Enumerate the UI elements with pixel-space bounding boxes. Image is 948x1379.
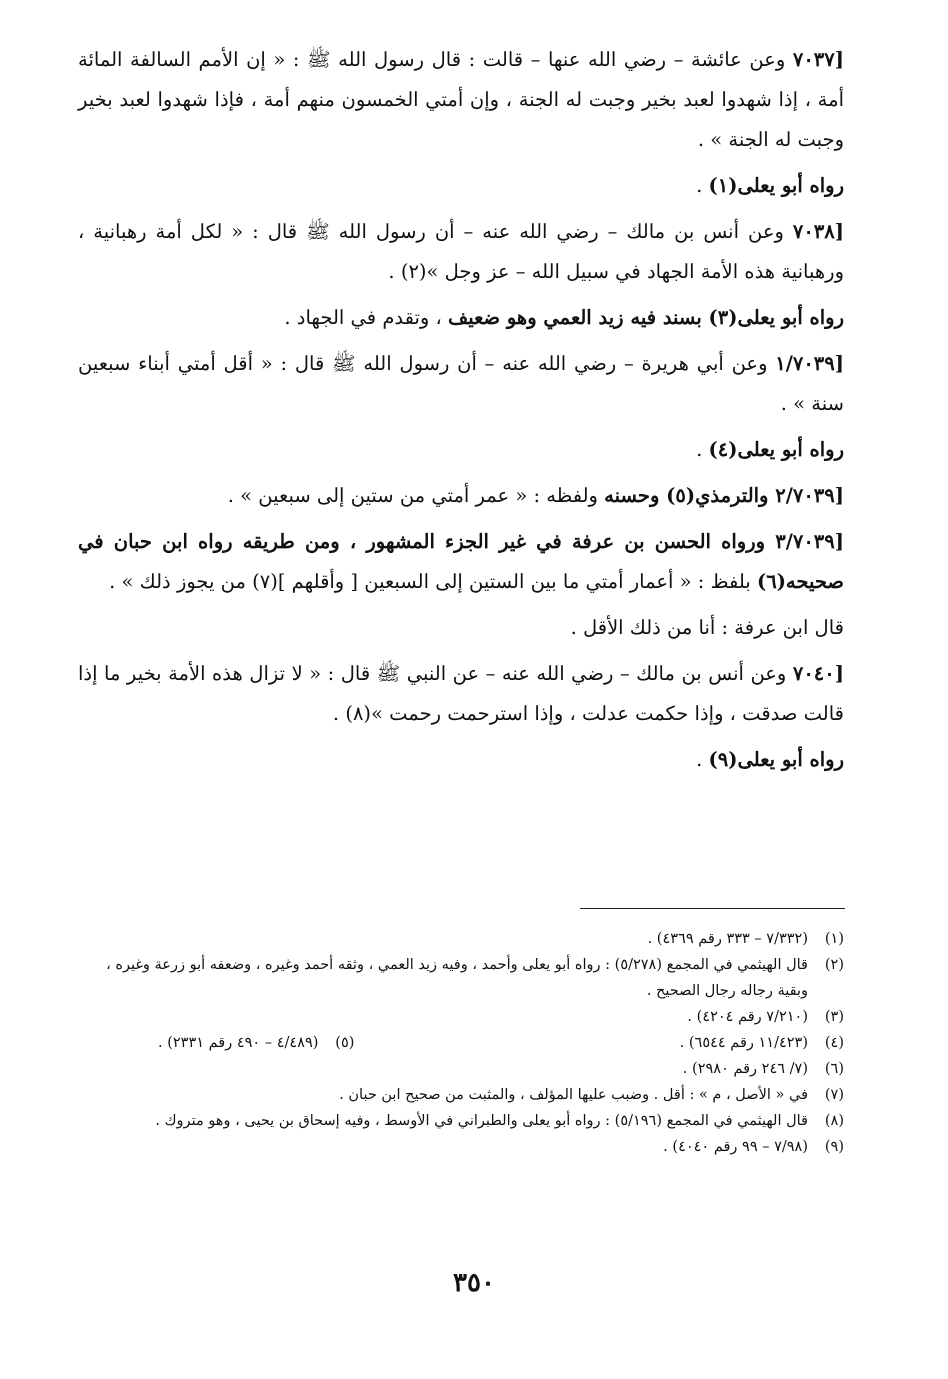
footnote-text: (٧/ ٢٤٦ رقم ٢٩٨٠) . <box>682 1061 808 1077</box>
narration-note <box>78 430 844 470</box>
hadith-number: [٧٠٣٨ <box>792 220 844 243</box>
narration-tail: . <box>696 748 709 771</box>
hadith-7038 <box>78 212 844 292</box>
footnote-5 <box>158 1030 354 1056</box>
hadith-number: [٧٠٣٧ <box>792 48 844 71</box>
hadith-number: [٢/٧٠٣٩ <box>775 484 844 507</box>
hadith-7039-2 <box>78 476 844 516</box>
footnote-8 <box>78 1108 844 1134</box>
footnote-9 <box>78 1134 844 1160</box>
narration-note <box>78 298 844 338</box>
narrator-ref: ورواه الحسن بن عرفة في غير الجزء المشهور ، ومن طريقه رواه ابن حبان في صحيحه(٦) <box>78 530 844 593</box>
remark-text: قال ابن عرفة : أنا من ذلك الأقل . <box>570 616 844 639</box>
footnote-divider <box>580 908 845 909</box>
narration-tail: . <box>696 438 709 461</box>
footnote-text: (١١/٤٢٣ رقم ٦٥٤٤) . <box>679 1035 808 1051</box>
footnote-number: (٦) <box>824 1061 844 1077</box>
footnote-number: (٧) <box>824 1087 844 1103</box>
hadith-7037 <box>78 40 844 160</box>
narration-note <box>78 740 844 780</box>
ibn-arafa-remark <box>78 608 844 648</box>
footnote-number: (٨) <box>824 1113 844 1129</box>
hadith-7039-3 <box>78 522 844 602</box>
footnotes <box>78 926 844 1160</box>
footnote-4 <box>680 1030 844 1056</box>
page-number: ٣٥٠ <box>453 1268 495 1298</box>
footnote-text: (٧/٣٣٢ – ٣٣٣ رقم ٤٣٦٩) . <box>647 931 808 947</box>
narrator-ref: رواه أبو يعلى(١) <box>708 174 844 197</box>
hadith-number: [٣/٧٠٣٩ <box>775 530 844 553</box>
narrator-ref: رواه أبو يعلى(٩) <box>708 748 844 771</box>
hadith-text: وعن أنس بن مالك – رضي الله عنه – عن النبي ﷺ قال : « لا تزال هذه الأمة بخير ما إذا قالت صدقت ، وإذا حكمت عدلت ، وإذا استرحمت رحمت »(٨) . <box>78 662 844 725</box>
footnote-text: (٤/٤٨٩ – ٤٩٠ رقم ٢٣٣١) . <box>158 1035 319 1051</box>
footnote-number: (٩) <box>824 1139 844 1155</box>
narrator-ref: والترمذي(٥) وحسنه <box>604 484 776 507</box>
footnote-number: (٢) <box>824 957 844 973</box>
footnote-text: في « الأصل ، م » : أقل . وضبب عليها المؤلف ، والمثبت من صحيح ابن حبان . <box>339 1087 808 1103</box>
narrator-ref: رواه أبو يعلى(٣) بسند فيه زيد العمي وهو ضعيف <box>448 306 844 329</box>
footnote-2 <box>78 952 844 1004</box>
hadith-text: وعن أبي هريرة – رضي الله عنه – أن رسول الله ﷺ قال : « أقل أمتي أبناء سبعين سنة » . <box>78 352 844 415</box>
narration-tail: ، وتقدم في الجهاد . <box>284 306 449 329</box>
main-text <box>78 40 844 786</box>
hadith-text: بلفظ : « أعمار أمتي ما بين الستين إلى السبعين [ وأقلهم ](٧) من يجوز ذلك » . <box>109 570 757 593</box>
hadith-number: [١/٧٠٣٩ <box>775 352 844 375</box>
footnote-text: (٧/٢١٠ رقم ٤٢٠٤) . <box>687 1009 808 1025</box>
hadith-7039-1 <box>78 344 844 424</box>
hadith-number: [٧٠٤٠ <box>792 662 844 685</box>
narrator-ref: رواه أبو يعلى(٤) <box>708 438 844 461</box>
hadith-7040 <box>78 654 844 734</box>
narration-tail: . <box>696 174 709 197</box>
footnote-number: (٤) <box>824 1035 844 1051</box>
footnote-text: قال الهيثمي في المجمع (٥/١٩٦) : رواه أبو يعلى والطبراني في الأوسط ، وفيه إسحاق بن يحيى ، وهو متروك . <box>155 1113 808 1129</box>
footnote-number: (٥) <box>335 1035 355 1051</box>
footnote-3 <box>78 1004 844 1030</box>
footnote-number: (٣) <box>824 1009 844 1025</box>
narration-note <box>78 166 844 206</box>
hadith-text: وعن عائشة – رضي الله عنها – قالت : قال رسول الله ﷺ : « إن الأمم السالفة المائة أمة ، إذا شهدوا لعبد بخير وجبت له الجنة ، وإن أمتي الخمسون منهم أمة ، فإذا شهدوا لعبد بخير وجبت له الجنة » . <box>78 48 844 151</box>
footnote-number: (١) <box>824 931 844 947</box>
footnote-text: (٧/٩٨ – ٩٩ رقم ٤٠٤٠) . <box>663 1139 808 1155</box>
footnote-6 <box>78 1056 844 1082</box>
footnote-text: قال الهيثمي في المجمع (٥/٢٧٨) : رواه أبو يعلى وأحمد ، وفيه زيد العمي ، وثقه أحمد وغيره ، وضعفه أبو زرعة وغيره ، وبقية رجاله رجال الصحيح . <box>106 957 808 999</box>
footnote-1 <box>78 926 844 952</box>
hadith-text: وعن أنس بن مالك – رضي الله عنه – أن رسول الله ﷺ قال : « لكل أمة رهبانية ، ورهبانية هذه الأمة الجهاد في سبيل الله – عز وجل »(٢) . <box>78 220 844 283</box>
footnote-7 <box>78 1082 844 1108</box>
hadith-text: ولفظه : « عمر أمتي من ستين إلى سبعين » . <box>227 484 605 507</box>
footnote-4-5 <box>78 1030 844 1056</box>
